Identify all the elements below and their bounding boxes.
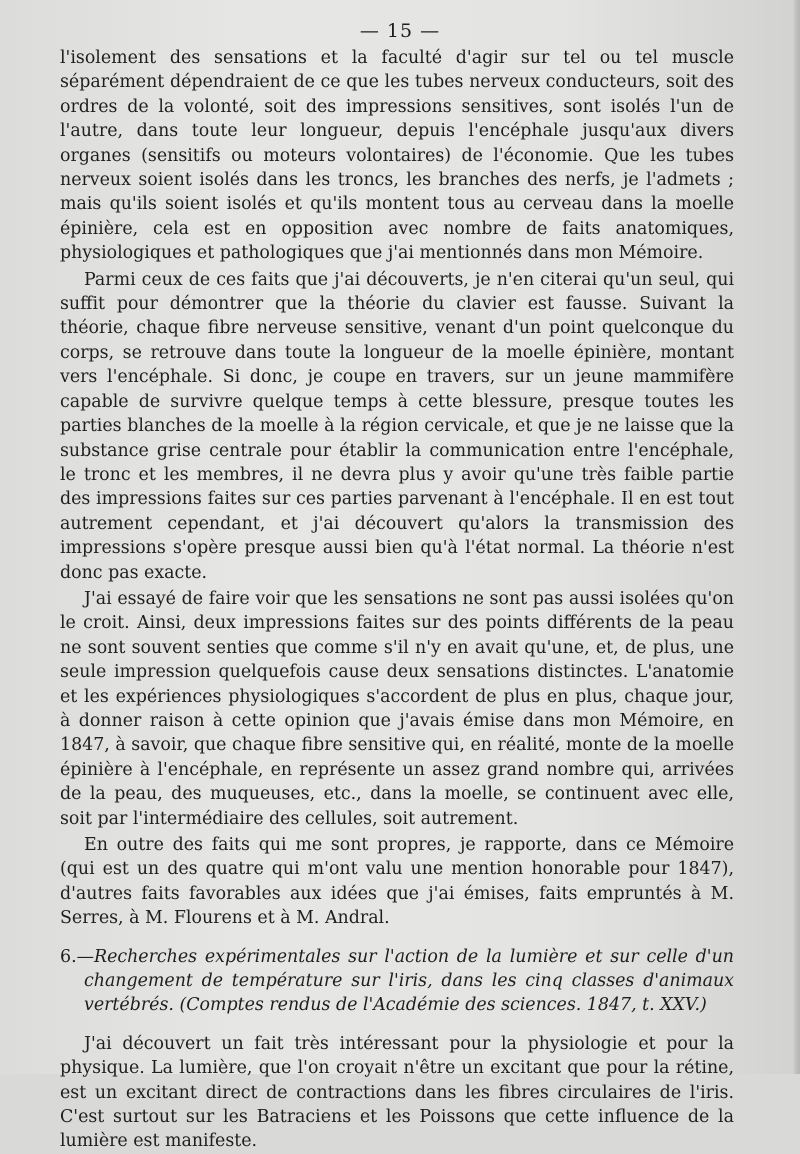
body-text bbox=[60, 46, 734, 1154]
paragraph-sensations: J'ai essayé de faire voir que les sensations ne sont pas aussi isolées qu'on le croit. Ainsi, deux impressions faites sur des points différents de la peau ne sont souvent senties que comme s'il n'y en avait qu'une, et, de plus, une seule impression quelquefois cause deux sensations distinctes. L'anatomie et les expériences physiologiques s'accordent de plus en plus, chaque jour, à donner raison à cette opinion que j'avais émise dans mon Mémoire, en 1847, à savoir, que chaque fibre sensitive qui, en réalité, monte de la moelle épinière à l'encéphale, en représente un assez grand nombre qui, arrivées de la peau, des muqueuses, etc., dans la moelle, se continuent avec elle, soit par l'intermédiaire des cellules, soit autrement. bbox=[60, 588, 734, 829]
page-edge-shadow bbox=[794, 0, 800, 1074]
section-title: Recherches expérimentales sur l'action de la lumière et sur celle d'un changement de température sur l'iris, dans les cinq classes d'animaux vertébrés. bbox=[84, 946, 734, 1016]
paragraph-other-facts: En outre des faits qui me sont propres, je rapporte, dans ce Mémoire (qui est un des quatre qui m'ont valu une mention honorable pour 1847), d'autres faits favorables aux idées que j'ai émises, faits empruntés à M. Serres, à M. Flourens et à M. Andral. bbox=[60, 835, 734, 929]
paragraph-keyboard-theory: Parmi ceux de ces faits que j'ai découverts, je n'en citerai qu'un seul, qui suffit pour démontrer que la théorie du clavier est fausse. Suivant la théorie, chaque fibre nerveuse sensitive, venant d'un point quelconque du corps, se retrouve dans toute la longueur de la moelle épinière, montant vers l'encéphale. Si donc, je coupe en travers, sur un jeune mammifère capable de survivre quelque temps à cette blessure, presque toutes les parties blanches de la moelle à la région cervicale, et que je ne laisse que la substance grise centrale pour établir la communication entre l'encéphale, le tronc et les membres, il ne devra plus y avoir qu'une très faible partie des impressions faites sur ces parties parvenant à l'encéphale. Il en est tout autrement cependant, et j'ai découvert qu'alors la transmission des impressions s'opère presque aussi bien qu'à l'état normal. La théorie n'est donc pas exacte. bbox=[60, 269, 734, 583]
section-reference: (Comptes rendus de l'Académie des sciences. 1847, t. XXV.) bbox=[179, 995, 707, 1016]
paragraph-iris-light: J'ai découvert un fait très intéressant pour la physiologie et pour la physique. La lumière, que l'on croyait n'être un excitant que pour la rétine, est un excitant direct de contractions dans les fibres circulaires de l'iris. C'est surtout sur les Batraciens et les Poissons que cette influence de la lumière est manifeste. bbox=[60, 1033, 734, 1152]
page-number-header: — 15 — bbox=[359, 20, 441, 42]
paragraph-continuation: l'isolement des sensations et la faculté d'agir sur tel ou tel muscle séparément dépendraient de ce que les tubes nerveux conducteurs, soit des ordres de la volonté, soit des impressions sensitives, sont isolés l'un de l'autre, dans toute leur longueur, depuis l'encéphale jusqu'aux divers organes (sensitifs ou moteurs volontaires) de l'économie. Que les tubes nerveux soient isolés dans les troncs, les branches des nerfs, je l'admets ; mais qu'ils soient isolés et qu'ils montent tous au cerveau dans la moelle épinière, cela est en opposition avec nombre de faits anatomiques, physiologiques et pathologiques que j'ai mentionnés dans mon Mémoire. bbox=[60, 48, 734, 264]
section-heading bbox=[60, 945, 734, 1018]
section-number: 6.— bbox=[60, 946, 94, 967]
